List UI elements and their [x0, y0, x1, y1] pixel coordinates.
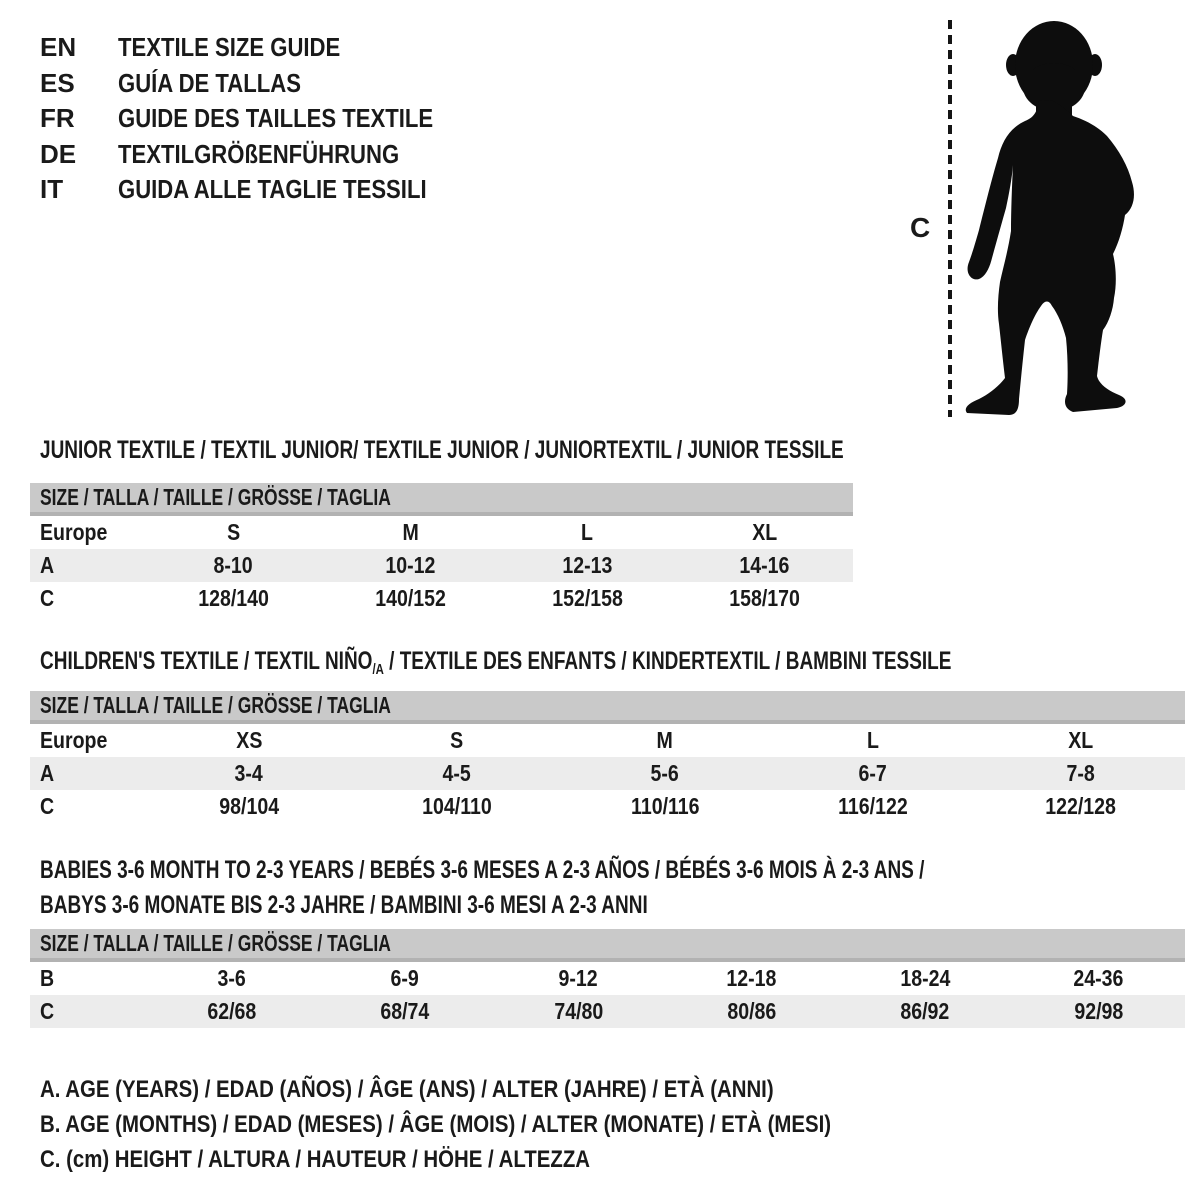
- value-cell: [838, 965, 1011, 992]
- row-label-text: Europe: [40, 727, 108, 753]
- value-cell: [499, 585, 676, 612]
- language-title: GUIDE DES TAILLES TEXTILE: [118, 103, 434, 133]
- value-cell: [353, 760, 561, 787]
- value-cell: [977, 760, 1185, 787]
- value-cell: [492, 965, 665, 992]
- size-cell: [322, 519, 499, 546]
- value-cell-text: 128/140: [198, 585, 269, 611]
- value-cell: [145, 585, 322, 612]
- value-cell: [499, 552, 676, 579]
- language-code: FR: [40, 103, 75, 133]
- value-cell: [353, 793, 561, 820]
- row-label-text: C: [40, 998, 55, 1024]
- value-cell-text: 6-9: [390, 965, 420, 991]
- toddler-silhouette-icon: [905, 15, 1195, 425]
- value-cell-text: 92/98: [1073, 998, 1123, 1024]
- value-cell: [145, 760, 353, 787]
- children-section-title: [40, 648, 1200, 678]
- value-cell-text: 3-6: [217, 965, 246, 991]
- legend: [40, 1072, 971, 1177]
- size-cell-text: M: [402, 519, 419, 545]
- value-cell: [769, 793, 977, 820]
- language-list: [40, 30, 489, 208]
- value-cell-text: 4-5: [442, 760, 472, 786]
- value-cell: [676, 552, 853, 579]
- value-cell-text: 158/170: [729, 585, 800, 611]
- children-title-subscript: /A: [372, 661, 384, 678]
- language-row: [40, 172, 489, 208]
- size-cell-text: S: [226, 519, 241, 545]
- size-cell-text: S: [450, 727, 464, 753]
- language-title: TEXTILGRÖßENFÜHRUNG: [118, 138, 400, 169]
- table-row-europe: [30, 724, 1185, 757]
- size-header-band: [30, 483, 853, 516]
- value-cell: [322, 585, 499, 612]
- value-cell-text: 68/74: [380, 998, 430, 1024]
- size-cell-text: M: [656, 727, 674, 753]
- babies-section-title: [40, 853, 1200, 923]
- value-cell-text: 7-8: [1066, 760, 1096, 786]
- row-label: [30, 519, 145, 546]
- value-cell: [561, 760, 769, 787]
- babies-title-line2: BABYS 3-6 MONATE BIS 2-3 JAHRE / BAMBINI 3-6 MESI A 2-3 ANNI: [40, 891, 648, 919]
- size-cell: [769, 727, 977, 754]
- children-section-title-text: [40, 648, 951, 678]
- value-cell: [492, 998, 665, 1025]
- size-cell: [676, 519, 853, 546]
- size-cell: [145, 727, 353, 754]
- row-label: [30, 793, 145, 820]
- value-cell: [977, 793, 1185, 820]
- value-cell-text: 104/110: [422, 793, 492, 819]
- row-label-text: A: [40, 552, 55, 578]
- table-row-height-cm: [30, 790, 1185, 823]
- row-label: [30, 727, 145, 754]
- value-cell: [145, 998, 318, 1025]
- row-label: [30, 965, 145, 992]
- size-cell: [561, 727, 769, 754]
- size-cell-text: L: [867, 727, 879, 753]
- value-cell-text: 110/116: [630, 793, 700, 819]
- size-header-text: SIZE / TALLA / TAILLE / GRÖSSE / TAGLIA: [40, 484, 391, 510]
- language-row: [40, 30, 489, 66]
- value-cell-text: 86/92: [900, 998, 950, 1024]
- value-cell-text: 62/68: [207, 998, 257, 1024]
- value-cell-text: 152/158: [552, 585, 623, 611]
- value-cell-text: 80/86: [727, 998, 777, 1024]
- value-cell: [145, 965, 318, 992]
- legend-line-b: B. AGE (MONTHS) / EDAD (MESES) / ÂGE (MOIS) / ALTER (MONATE) / ETÀ (MESI): [40, 1111, 832, 1138]
- value-cell: [145, 793, 353, 820]
- value-cell: [1012, 998, 1185, 1025]
- value-cell-text: 140/152: [375, 585, 446, 611]
- language-row: [40, 101, 489, 137]
- value-cell: [1012, 965, 1185, 992]
- value-cell-text: 12-13: [562, 552, 613, 578]
- size-cell-text: XS: [235, 727, 263, 753]
- value-cell: [769, 760, 977, 787]
- legend-line-c: C. (cm) HEIGHT / ALTURA / HAUTEUR / HÖHE / ALTEZZA: [40, 1146, 591, 1173]
- table-row-age-months: [30, 962, 1185, 995]
- value-cell-text: 6-7: [858, 760, 888, 786]
- value-cell-text: 3-4: [234, 760, 264, 786]
- row-label: [30, 585, 145, 612]
- babies-title-line1: BABIES 3-6 MONTH TO 2-3 YEARS / BEBÉS 3-6 MESES A 2-3 AÑOS / BÉBÉS 3-6 MOIS À 2-3 ANS /: [40, 856, 925, 884]
- height-label-c: C: [910, 212, 931, 243]
- row-label: [30, 552, 145, 579]
- size-header-band: [30, 929, 1185, 962]
- language-code: EN: [40, 32, 77, 62]
- size-cell-text: XL: [1068, 727, 1094, 753]
- value-cell-text: 24-36: [1073, 965, 1124, 991]
- row-label-text: C: [40, 585, 55, 611]
- value-cell: [676, 585, 853, 612]
- value-cell-text: 9-12: [558, 965, 598, 991]
- table-row-age-years: [30, 757, 1185, 790]
- value-cell-text: 8-10: [213, 552, 254, 578]
- size-header-text: SIZE / TALLA / TAILLE / GRÖSSE / TAGLIA: [40, 692, 391, 718]
- value-cell-text: 116/122: [838, 793, 908, 819]
- row-label-text: Europe: [40, 519, 108, 545]
- language-title: GUIDA ALLE TAGLIE TESSILI: [118, 174, 427, 204]
- language-row: [40, 66, 489, 102]
- language-code: IT: [40, 174, 64, 204]
- table-row-age-years: [30, 549, 853, 582]
- value-cell: [322, 552, 499, 579]
- value-cell: [665, 998, 838, 1025]
- language-code: DE: [40, 138, 77, 169]
- value-cell-text: 10-12: [385, 552, 436, 578]
- table-row-height-cm: [30, 995, 1185, 1028]
- value-cell-text: 5-6: [650, 760, 680, 786]
- row-label: [30, 760, 145, 787]
- language-code: ES: [40, 67, 75, 98]
- table-row-height-cm: [30, 582, 853, 615]
- size-header-band: [30, 691, 1185, 724]
- language-row: [40, 137, 489, 173]
- row-label: [30, 998, 145, 1025]
- value-cell: [838, 998, 1011, 1025]
- value-cell: [145, 552, 322, 579]
- value-cell: [665, 965, 838, 992]
- language-title: TEXTILE SIZE GUIDE: [118, 32, 341, 62]
- junior-section-title-text: JUNIOR TEXTILE / TEXTIL JUNIOR/ TEXTILE JUNIOR / JUNIORTEXTIL / JUNIOR TESSILE: [40, 436, 844, 464]
- value-cell-text: 12-18: [726, 965, 777, 991]
- table-row-europe: [30, 516, 853, 549]
- value-cell-text: 18-24: [899, 965, 950, 991]
- children-title-rest: / TEXTILE DES ENFANTS / KINDERTEXTIL / BAMBINI TESSILE: [383, 647, 952, 675]
- size-cell: [145, 519, 322, 546]
- size-header-text: SIZE / TALLA / TAILLE / GRÖSSE / TAGLIA: [40, 930, 391, 956]
- babies-size-table: [30, 929, 1185, 1028]
- children-size-table: [30, 691, 1185, 823]
- junior-size-table: [30, 483, 853, 615]
- row-label-text: A: [40, 760, 55, 786]
- value-cell-text: 74/80: [553, 998, 603, 1024]
- children-title-main: CHILDREN'S TEXTILE / TEXTIL NIÑO: [40, 647, 373, 675]
- size-cell: [353, 727, 561, 754]
- size-cell: [977, 727, 1185, 754]
- value-cell-text: 98/104: [219, 793, 279, 819]
- row-label-text: C: [40, 793, 55, 819]
- value-cell: [561, 793, 769, 820]
- size-cell-text: XL: [752, 519, 777, 545]
- junior-section-title: [40, 437, 1098, 464]
- legend-line-a: A. AGE (YEARS) / EDAD (AÑOS) / ÂGE (ANS) / ALTER (JAHRE) / ETÀ (ANNI): [40, 1076, 774, 1103]
- value-cell: [318, 998, 491, 1025]
- value-cell: [318, 965, 491, 992]
- language-title: GUÍA DE TALLAS: [118, 67, 301, 98]
- row-label-text: B: [40, 965, 55, 991]
- size-cell: [499, 519, 676, 546]
- size-cell-text: L: [581, 519, 594, 545]
- value-cell-text: 14-16: [739, 552, 790, 578]
- value-cell-text: 122/128: [1045, 793, 1117, 819]
- toddler-silhouette-shape: [966, 21, 1134, 415]
